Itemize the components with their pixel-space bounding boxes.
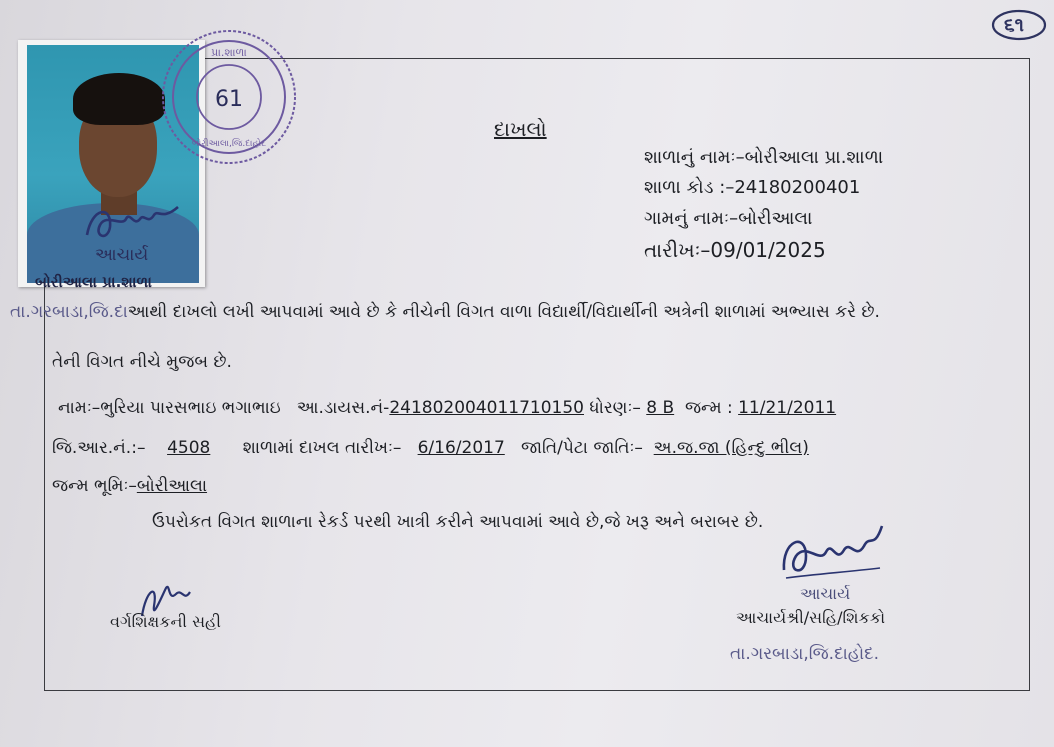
details-intro: તેની વિગત નીચે મુજબ છે. [52,352,232,372]
intro-prefix: તા.ગરબાડા,જિ.દા [10,302,128,322]
certificate-title: દાખલો [494,117,547,141]
intro-line [10,302,880,322]
school-code: શાળા કોડ :–24180200401 [644,177,861,198]
student-name: ભુરિયા પારસભાઇ ભગાભાઇ [100,398,281,418]
admission-date: 6/16/2017 [417,438,505,458]
photo-sign-label: આચાર્ય [95,245,149,265]
gr-line: જિ.આર.નં.:– 4508 શાળામાં દાખલ તારીખઃ– 6/16/2017 જાતિ/પેટા જાતિઃ– અ.જ.જા (હિન્દુ ભીલ) [52,438,809,458]
principal-signature [776,520,886,590]
svg-text:61: 61 [215,87,243,112]
school-name: શાળાનું નામઃ–બોરીઆલા પ્રા.શાળા [644,147,884,168]
dise-number: 241802004011710150 [389,398,584,418]
gr-number: 4508 [167,438,211,458]
intro-text: આથી દાખલો લખી આપવામાં આવે છે કે નીચેની વિગત વાળા વિદ્યાર્થી/વિદ્યાર્થીની અત્રેની શાળામાં અભ્યાસ કરે છે. [127,302,880,322]
certificate-date: તારીખઃ–09/01/2025 [644,238,826,262]
svg-text:પ્રા.શાળા: પ્રા.શાળા [211,46,247,59]
photo-stamp-text: બોરીઆલા પ્રા.શાળા [35,273,152,291]
principal-sign-label: આચાર્યશ્રી/સહિ/શિકકો [736,608,886,627]
birth-date: 11/21/2011 [738,398,837,418]
caste: અ.જ.જા (હિન્દુ ભીલ) [653,438,809,458]
birthplace-line: જન્મ ભૂમિઃ–બોરીઆલા [52,476,208,496]
birthplace: બોરીઆલા [136,476,208,496]
hair-shape [73,73,165,125]
closing-line: ઉપરોકત વિગત શાળાના રેકર્ડ પરથી ખાત્રી કરીને આપવામાં આવે છે,જે ખરૂ અને બરાબર છે. [152,512,764,532]
name-line: નામઃ–ભુરિયા પારસભાઇ ભગાભાઇ આ.ડાયસ.નં-241802004011710150 ધોરણઃ– 8 B જન્મ : 11/21/2011 [58,398,837,418]
teacher-sign-label: વર્ગશિક્ષકની સહી [110,612,222,631]
svg-text:બોરીઆલા,જિ.દાહોદ: બોરીઆલા,જિ.દાહોદ [191,139,267,149]
principal-address: તા.ગરબાડા,જિ.દાહોદ. [730,644,879,664]
photo-signature [82,197,182,245]
principal-stamp-label: આચાર્ય [800,584,851,603]
standard: 8 B [646,398,675,418]
page-number: ૬૧ [1004,14,1024,36]
school-round-stamp [158,26,300,168]
village-name: ગામનું નામઃ–બોરીઆલા [644,208,813,229]
